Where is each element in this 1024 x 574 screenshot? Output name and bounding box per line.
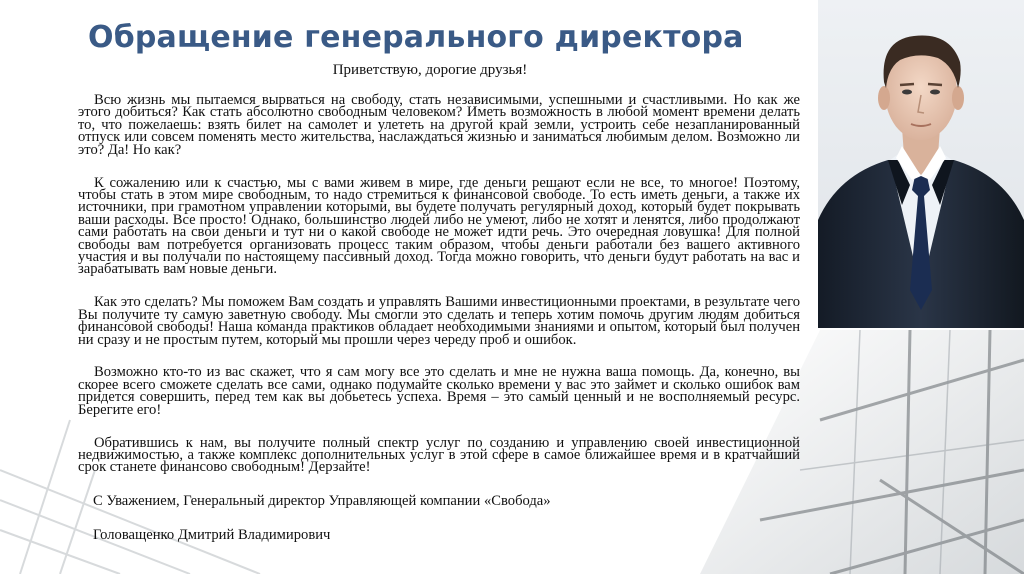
letter-body	[78, 94, 800, 562]
letter-paragraph: Всю жизнь мы пытаемся вырваться на свободу, стать независимыми, успешными и счастливыми. Но как же этого добиться? Как стать абсолютно свободным человеком? Иметь возможность в любой момент времени делать то, что пожелаешь: взять билет на самолет и улететь на другой край земли, устроить себе незапланированный отпуск или совсем поменять место жительства, наслаждаться жизнью и заниматься любимым делом. Возможно ли это? Да! Но как?	[78, 92, 800, 158]
director-photo	[818, 0, 1024, 328]
director-portrait-icon	[818, 0, 1024, 328]
letter-paragraph: Обратившись к нам, вы получите полный спектр услуг по созданию и управлению своей инвестиционной недвижимостью, а также комплекс дополнительных услуг в этой сфере в самое ближайшее время и в кратчайший срок станете финансово свободным! Дерзайте!	[78, 434, 800, 476]
letter-paragraph: Возможно кто-то из вас скажет, что я сам могу все это сделать и мне не нужна ваша помощь. Да, конечно, вы скорее всего сможете сделать все сами, однако подумайте сколько времени у вас это займет и сколько ошибок вам придется совершить, перед тем как вы добьетесь успеха. Время – это самый ценный и не восполняемый ресурс. Берегите его!	[78, 364, 800, 418]
greeting: Приветствую, дорогие друзья!	[332, 62, 528, 78]
signature-name: Головащенко Дмитрий Владимирович	[93, 527, 331, 544]
letter-paragraph: К сожалению или к счастью, мы с вами живем в мире, где деньги решают если не все, то многое! Поэтому, чтобы стать в этом мире свободным, то надо стремиться к финансовой свободе. То есть иметь деньги, а также их источники, при грамотном управлении которыми, вы будете получать регулярный доход, который будет покрывать ваши расходы. Все просто! Однако, большинство людей либо не умеют, либо не хотят и ленятся, либо продолжают сами работать на свои деньги и тут ни о какой свободе не может идти речь. Это очередная ловушка! Для полной свободы вам потребуется организовать процесс таким образом, чтобы деньги работали без вашего активного участия и вы получали по настоящему пассивный доход. Тогда можно говорить, что деньги будут работать на вас и зарабатывать вам новые деньги.	[78, 174, 800, 278]
page-title: Обращение генерального директора	[88, 20, 744, 55]
letter-paragraph: Как это сделать? Мы поможем Вам создать и управлять Вашими инвестиционными проектами, в результате чего Вы получите ту самую заветную свободу. Мы смогли это сделать и теперь хотим помочь другим людям добиться финансовой свободы! Наша команда практиков обладает необходимыми знаниями и опытом, который был получен ни сразу и не простым путем, который мы прошли через череду проб и ошибок.	[78, 294, 800, 348]
signature-line: С Уважением, Генеральный директор Управляющей компании «Свобода»	[93, 493, 551, 510]
